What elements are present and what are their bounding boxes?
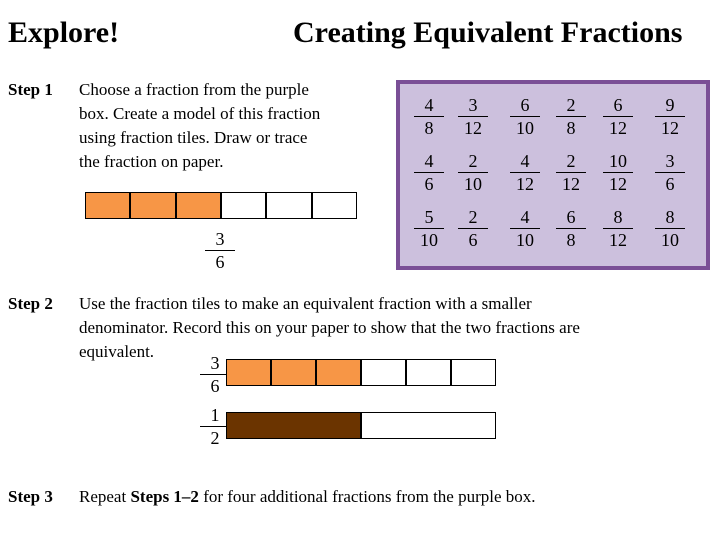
explore-heading: Explore! (8, 16, 120, 49)
page-title: Creating Equivalent Fractions (293, 16, 683, 49)
numerator: 3 (665, 151, 675, 171)
fraction-bar (603, 116, 633, 117)
fraction-tile-orange (317, 360, 362, 385)
numerator: 6 (566, 207, 576, 227)
purple-box-fraction (456, 152, 490, 193)
fraction-bar (458, 116, 488, 117)
step-3-label: Step 3 (8, 487, 53, 506)
denominator: 10 (420, 230, 438, 250)
fraction-bar (556, 172, 586, 173)
denominator: 10 (661, 230, 679, 250)
denominator: 10 (516, 118, 534, 138)
fraction-bar (414, 172, 444, 173)
denominator: 6 (468, 230, 478, 250)
fraction-bar (458, 172, 488, 173)
fraction-bar (510, 116, 540, 117)
step-2-label: Step 2 (8, 294, 53, 313)
fraction-bar (655, 172, 685, 173)
numerator: 4 (424, 151, 434, 171)
numerator: 10 (609, 151, 627, 171)
step-1-label: Step 1 (8, 80, 53, 99)
numerator: 3 (468, 95, 478, 115)
purple-box-fraction (412, 152, 446, 193)
numerator: 1 (210, 405, 220, 425)
numerator: 4 (424, 95, 434, 115)
denominator: 6 (665, 174, 675, 194)
fraction-bar (510, 172, 540, 173)
fraction-tile-orange (177, 193, 222, 218)
step-1-line: box. Create a model of this fraction (79, 104, 321, 123)
step-2-line: denominator. Record this on your paper to show that the two fractions are (79, 318, 580, 337)
denominator: 2 (210, 428, 220, 448)
purple-box-fraction (508, 152, 542, 193)
fraction-tile-white (267, 193, 312, 218)
denominator: 8 (424, 118, 434, 138)
step-1-text (79, 78, 389, 174)
numerator: 2 (566, 151, 576, 171)
purple-box-fraction (456, 208, 490, 249)
purple-box-fraction (601, 152, 635, 193)
fraction-bar (510, 228, 540, 229)
fraction-bar (414, 228, 444, 229)
step-2-line: equivalent. (79, 342, 155, 361)
purple-box-fraction (456, 96, 490, 137)
fraction-bar (556, 116, 586, 117)
denominator: 6 (215, 252, 225, 272)
purple-box-fraction (508, 96, 542, 137)
fraction-tile-orange (86, 193, 131, 218)
fraction-bar (205, 250, 235, 251)
fraction-bar (655, 228, 685, 229)
numerator: 2 (468, 207, 478, 227)
denominator: 6 (210, 376, 220, 396)
numerator: 4 (520, 151, 530, 171)
fraction-tile-brown (227, 413, 362, 438)
fraction-bar (655, 116, 685, 117)
denominator: 12 (516, 174, 534, 194)
fraction-bar (458, 228, 488, 229)
step-1-line: using fraction tiles. Draw or trace (79, 128, 308, 147)
step-2-fraction-tiles-b (226, 412, 496, 439)
denominator: 12 (464, 118, 482, 138)
denominator: 12 (609, 230, 627, 250)
numerator: 8 (613, 207, 623, 227)
fraction-bar (603, 172, 633, 173)
purple-box-fraction (601, 208, 635, 249)
numerator: 3 (210, 353, 220, 373)
fraction-bar (603, 228, 633, 229)
numerator: 8 (665, 207, 675, 227)
denominator: 12 (609, 174, 627, 194)
fraction-tile-white (313, 193, 356, 218)
step-3-text (79, 487, 536, 507)
fraction-bar (414, 116, 444, 117)
step-1-fraction-tiles (85, 192, 357, 219)
step-2-text (79, 292, 709, 364)
numerator: 6 (520, 95, 530, 115)
step-3-text-before: Repeat (79, 487, 131, 506)
fraction-tile-orange (131, 193, 176, 218)
purple-box-fraction (554, 96, 588, 137)
numerator: 2 (566, 95, 576, 115)
step-1-fraction-label (203, 230, 237, 271)
fraction-bar (556, 228, 586, 229)
step-2-fraction-tiles-a (226, 359, 496, 386)
purple-box-fraction (653, 152, 687, 193)
numerator: 5 (424, 207, 434, 227)
fraction-tile-orange (227, 360, 272, 385)
denominator: 10 (516, 230, 534, 250)
purple-box-fraction (601, 96, 635, 137)
denominator: 12 (661, 118, 679, 138)
purple-box-fraction (653, 208, 687, 249)
purple-box-fraction (554, 152, 588, 193)
fraction-tile-white (452, 360, 495, 385)
step-3-text-after: for four additional fractions from the purple box. (198, 487, 536, 506)
fraction-tile-orange (272, 360, 317, 385)
denominator: 8 (566, 118, 576, 138)
purple-box-fraction (412, 208, 446, 249)
numerator: 2 (468, 151, 478, 171)
purple-box-fraction (508, 208, 542, 249)
denominator: 12 (609, 118, 627, 138)
denominator: 12 (562, 174, 580, 194)
purple-box-fraction (412, 96, 446, 137)
fraction-tile-white (362, 413, 495, 438)
numerator: 9 (665, 95, 675, 115)
numerator: 6 (613, 95, 623, 115)
fraction-choice-box (396, 80, 710, 270)
fraction-tile-white (222, 193, 267, 218)
fraction-tile-white (407, 360, 452, 385)
denominator: 8 (566, 230, 576, 250)
step-3-bold-text: Steps 1–2 (130, 487, 199, 506)
step-2-line: Use the fraction tiles to make an equivalent fraction with a smaller (79, 294, 532, 313)
step-1-line: the fraction on paper. (79, 152, 224, 171)
numerator: 3 (215, 229, 225, 249)
numerator: 4 (520, 207, 530, 227)
denominator: 10 (464, 174, 482, 194)
denominator: 6 (424, 174, 434, 194)
fraction-tile-white (362, 360, 407, 385)
purple-box-fraction (653, 96, 687, 137)
step-1-line: Choose a fraction from the purple (79, 80, 309, 99)
purple-box-fraction (554, 208, 588, 249)
